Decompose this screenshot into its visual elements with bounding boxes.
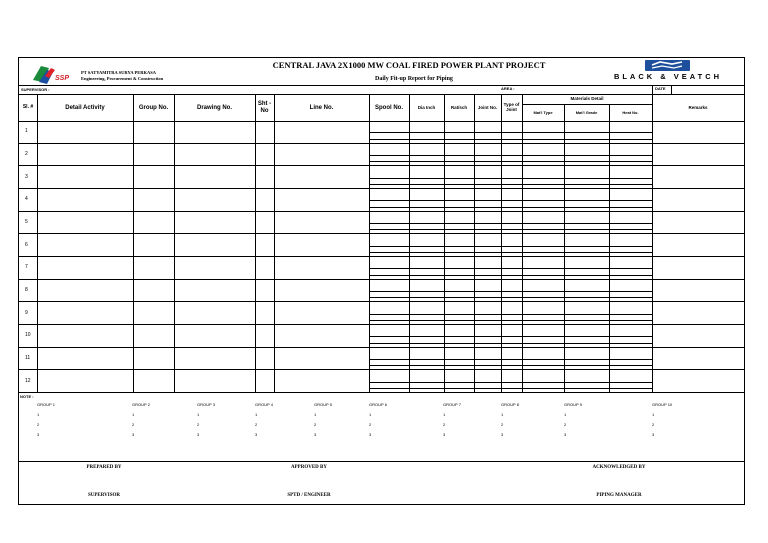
row-number: 9 — [25, 309, 28, 316]
group-item: 1 — [564, 412, 567, 417]
row-number: 10 — [25, 332, 31, 339]
group-name: GROUP 9 — [564, 402, 582, 407]
col-detail-activity: Detail Activity — [65, 104, 105, 111]
group-item: 2 — [255, 422, 258, 427]
group-item: 2 — [652, 422, 655, 427]
signature-title: PREPARED BY — [86, 465, 122, 470]
signature-role: SPTD / ENGINEER — [287, 493, 331, 498]
group-item: 3 — [132, 432, 135, 437]
group-item: 1 — [501, 412, 504, 417]
report-title: Daily Fit-up Report for Piping — [375, 76, 453, 82]
group-item: 1 — [443, 412, 446, 417]
signature-title: ACKNOWLEDGED BY — [592, 465, 646, 470]
table-row — [19, 144, 744, 167]
date-field[interactable] — [671, 85, 744, 94]
group-column — [314, 402, 374, 442]
group-column — [652, 402, 712, 442]
group-name: GROUP 3 — [197, 402, 215, 407]
row-number: 3 — [25, 173, 28, 180]
col-remarks: Remarks — [688, 104, 708, 110]
group-name: GROUP 1 — [37, 402, 55, 407]
group-item: 3 — [37, 432, 40, 437]
col-type-of-joint: Type of Joint — [503, 102, 520, 112]
group-item: 1 — [132, 412, 135, 417]
table-row — [19, 121, 744, 144]
col-joint-no: Joint No. — [477, 104, 498, 110]
col-matl-type: Mat'l Type — [533, 109, 553, 115]
group-item: 3 — [501, 432, 504, 437]
group-item: 1 — [314, 412, 317, 417]
col-spool-no: Spool No. — [375, 104, 403, 111]
row-number: 8 — [25, 287, 28, 294]
bv-logo-text: BLACK & VEATCH — [613, 72, 723, 81]
signature-role: PIPING MANAGER — [596, 493, 642, 498]
group-item: 3 — [443, 432, 446, 437]
table-row — [19, 166, 744, 189]
col-group-no: Group No. — [138, 104, 169, 111]
group-item: 1 — [37, 412, 40, 417]
group-name: GROUP 4 — [255, 402, 273, 407]
group-name: GROUP 6 — [369, 402, 387, 407]
group-column — [564, 402, 624, 442]
row-number: 4 — [25, 196, 28, 203]
group-item: 1 — [652, 412, 655, 417]
table-row — [19, 257, 744, 280]
group-item: 1 — [255, 412, 258, 417]
date-label: DATE — [655, 86, 666, 91]
ssp-logo-icon — [29, 62, 75, 86]
group-item: 2 — [501, 422, 504, 427]
table-row — [19, 234, 744, 257]
groups-legend — [19, 402, 744, 462]
table-row — [19, 189, 744, 212]
col-dia-inch: Dia Inch — [417, 104, 436, 110]
company-tagline: Engineering, Procurement & Construction — [81, 76, 164, 81]
table-row — [19, 302, 744, 325]
company-name: PT SATYAMITRA SURYA PERKASA — [81, 70, 156, 75]
group-item: 2 — [37, 422, 40, 427]
col-line-no: Line No. — [309, 104, 334, 111]
ssp-logo — [29, 62, 75, 86]
group-item: 2 — [443, 422, 446, 427]
group-item: 1 — [197, 412, 200, 417]
group-column — [37, 402, 97, 442]
col-rat-sch: Rat/sch — [450, 104, 468, 110]
group-item: 3 — [564, 432, 567, 437]
signature-block — [19, 461, 744, 505]
area-label: AREA : — [501, 86, 515, 91]
group-column — [255, 402, 315, 442]
row-number: 1 — [25, 128, 28, 135]
group-item: 2 — [369, 422, 372, 427]
col-matl-grade: Mat'l Grade — [575, 109, 598, 115]
group-item: 1 — [369, 412, 372, 417]
col-heat-no: Heat No. — [622, 109, 639, 115]
table-row — [19, 370, 744, 393]
table-row — [19, 348, 744, 371]
col-drawing-no: Drawing No. — [196, 104, 232, 111]
group-column — [197, 402, 257, 442]
group-name: GROUP 5 — [314, 402, 332, 407]
table-row — [19, 280, 744, 303]
group-item: 3 — [255, 432, 258, 437]
group-column — [132, 402, 192, 442]
group-item: 3 — [197, 432, 200, 437]
note-label: NOTE : — [20, 394, 34, 399]
group-item: 2 — [314, 422, 317, 427]
group-name: GROUP 7 — [443, 402, 461, 407]
project-title: CENTRAL JAVA 2X1000 MW COAL FIRED POWER PLANT PROJECT — [272, 60, 546, 70]
row-number: 2 — [25, 150, 28, 157]
group-name: GROUP 2 — [132, 402, 150, 407]
table-row — [19, 325, 744, 348]
data-table-body — [19, 121, 744, 393]
col-sht-no: Sht - No — [257, 101, 272, 114]
row-number: 7 — [25, 264, 28, 271]
signature-title: APPROVED BY — [291, 465, 327, 470]
client-logo — [590, 59, 744, 83]
group-item: 2 — [564, 422, 567, 427]
row-number: 11 — [25, 355, 31, 362]
row-number: 5 — [25, 219, 28, 225]
group-name: GROUP 10 — [652, 402, 673, 407]
row-number: 6 — [25, 241, 28, 248]
group-item: 2 — [132, 422, 135, 427]
group-column — [369, 402, 429, 442]
ssp-logo-text: SSP — [55, 75, 70, 82]
signature-role: SUPERVISOR — [87, 493, 121, 498]
row-number: 12 — [25, 377, 31, 384]
group-item: 3 — [314, 432, 317, 437]
group-column — [501, 402, 561, 442]
group-name: GROUP 8 — [501, 402, 519, 407]
table-row — [19, 212, 744, 235]
group-item: 2 — [197, 422, 200, 427]
col-sl: Sl. # — [22, 104, 34, 111]
supervisor-label: SUPERVISOR : — [21, 87, 50, 92]
group-item: 3 — [369, 432, 372, 437]
group-column — [443, 402, 503, 442]
fitup-report-sheet — [18, 57, 745, 505]
group-item: 3 — [652, 432, 655, 437]
col-materials-detail: Materials Detail — [570, 96, 604, 102]
